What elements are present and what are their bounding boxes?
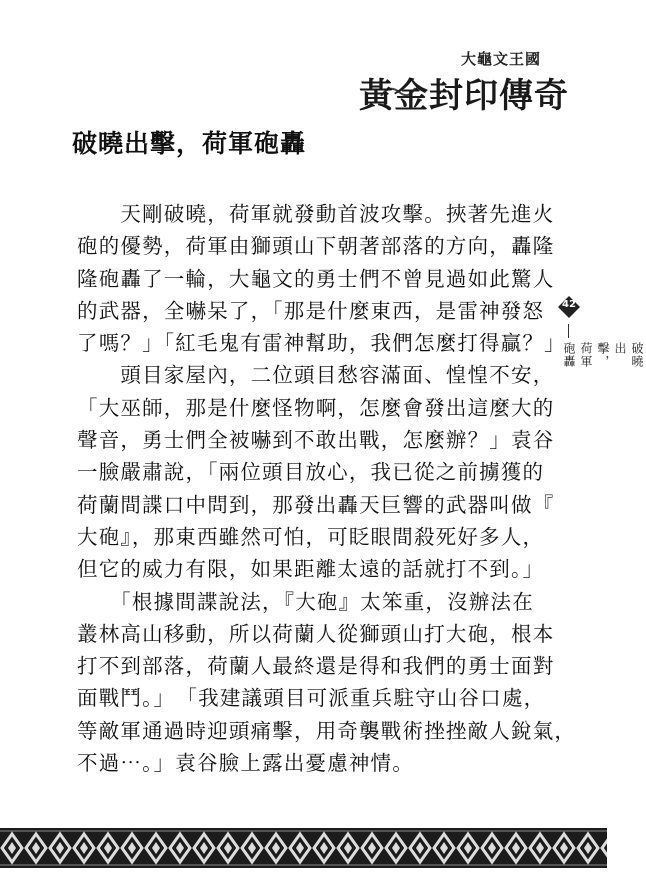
text-line: 打不到部落，荷蘭人最終還是得和我們的勇士面對 (77, 654, 555, 679)
divider (568, 324, 569, 338)
chapter-title: 破曉出擊，荷軍砲轟 (72, 129, 307, 158)
series-subtitle: 大龜文王國 (460, 50, 541, 68)
text-line: 面戰鬥。」 「我建議頭目可派重兵駐守山谷口處， (77, 686, 546, 711)
running-title: 破曉出擊，荷軍砲轟 (562, 342, 644, 368)
text-line: 不過⋯。」袁谷臉上露出憂慮神情。 (77, 751, 414, 776)
text-line: 等敵軍通過時迎頭痛擊，用奇襲戰術挫挫敵人銳氣， (77, 718, 577, 743)
series-logo (359, 48, 569, 118)
text-line: 的武器，全嚇呆了，「那是什麼東西，是雷神發怒 (77, 298, 545, 323)
text-line: 天剛破曉，荷軍就發動首波攻擊。挾著先進火 (77, 202, 555, 226)
text-line: 頭目家屋內，二位頭目愁容滿面、惶惶不安， (77, 363, 555, 388)
text-line: 叢林高山移動，所以荷蘭人從獅頭山打大砲，根本 (77, 621, 555, 646)
text-line: 了嗎？」「紅毛鬼有雷神幫助，我們怎麼打得贏？」 (77, 331, 566, 356)
text-line: 「根據間諜說法，『大砲』太笨重，沒辦法在 (77, 589, 534, 614)
page-number: 42 (562, 299, 576, 310)
series-title: 黃金封印傳奇 (359, 76, 569, 116)
text-line: 砲的優勢，荷軍由獅頭山下朝著部落的方向，轟隆 (77, 234, 555, 259)
text-line: 荷蘭間諜口中問到，那發出轟天巨響的武器叫做『 (77, 492, 555, 517)
text-line: 大砲』，那東西雖然可怕，可眨眼間殺死好多人， (77, 524, 545, 549)
text-line: 隆砲轟了一輪，大龜文的勇士們不曾見過如此驚人 (77, 266, 555, 291)
text-line: 一臉嚴肅說，「兩位頭目放心，我已從之前擄獲的 (77, 460, 545, 485)
decorative-pattern-band (0, 828, 607, 868)
text-line: 「大巫師，那是什麼怪物啊，怎麼會發出這麼大的 (77, 395, 555, 420)
text-line: 但它的威力有限，如果距離太遠的話就打不到。」 (77, 557, 545, 582)
text-line: 聲音，勇士們全被嚇到不敢出戰，怎麼辦？」袁谷 (77, 428, 555, 453)
